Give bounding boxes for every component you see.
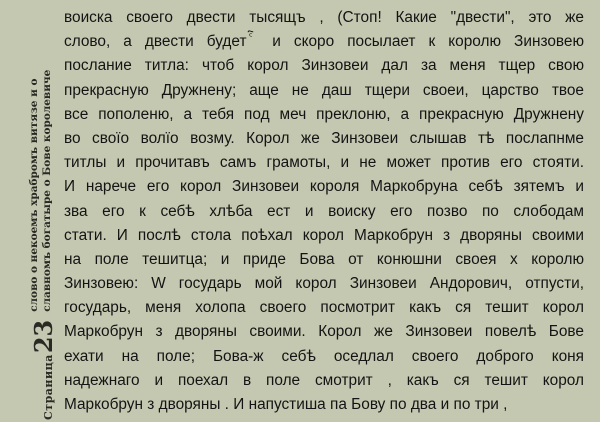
text-line: на поле тешитца; и приде Бова от конюшни своея х королю	[64, 250, 584, 268]
text-line: послание титла: чтоб корол Зинзовеи дал за меня тщер свою	[64, 57, 584, 75]
text-line: государь, меня холопа своего посмотрит какъ ся тешит корол	[64, 299, 584, 317]
text-line: зва его к себѣ хлѣба ест и воиску его позво по слободам	[64, 202, 584, 220]
text-line: И нарече его корол Зинзовеи короля Маркобруна себѣ зятемъ и	[64, 178, 584, 196]
body-text	[64, 6, 584, 417]
text-line: прекрасную Дружнену; аще не даш тщери своеи, царство твое	[64, 81, 584, 99]
side-margin	[0, 0, 56, 422]
text-line: надежнаго и поехал в поле смотрит , какъ ся тешит корол	[64, 371, 584, 389]
running-title-line-1: слово о некоемъ храбромъ витязе и о	[28, 78, 40, 312]
running-header	[28, 69, 58, 420]
text-line: ехати на поле; Бова-ж себѣ оседлал своего доброго коня	[64, 347, 584, 365]
text-line: стати. И послѣ стола поѣхал корол Маркобрун з дворяны своими	[64, 226, 584, 244]
text-line: во своїо волїо возму. Корол же Зинзовеи слышав тѣ послапнме	[64, 129, 584, 147]
text-line: Зинзовею: W государь мой корол Зинзовеи Андорович, отпусти,	[64, 275, 584, 293]
text-line: слово, а двести будет ⷭ҇ и скоро посылает к королю Зинзовею	[64, 33, 584, 51]
text-line: Маркобрун з дворяны . И напустиша па Бову по два и по три ,	[64, 396, 508, 413]
text-line: титлы и прочитавъ самъ грамоты, и не может против его стояти.	[64, 154, 584, 172]
text-line: Маркобрун з дворяны своими. Корол же Зинзовеи повелѣ Бове	[64, 323, 584, 341]
running-title-line-2: славномъ богатыре о Бове королевиче	[41, 69, 53, 312]
page-number: 23	[29, 319, 58, 354]
text-line: воиска своего двести тысящъ , (Стоп! Какие "двести", это же	[64, 9, 584, 26]
text-line: все пополеню, а тебя под меч преклоню, а прекрасную Дружнену	[64, 105, 584, 123]
running-title	[28, 70, 54, 312]
page-label: Страница	[42, 354, 55, 420]
